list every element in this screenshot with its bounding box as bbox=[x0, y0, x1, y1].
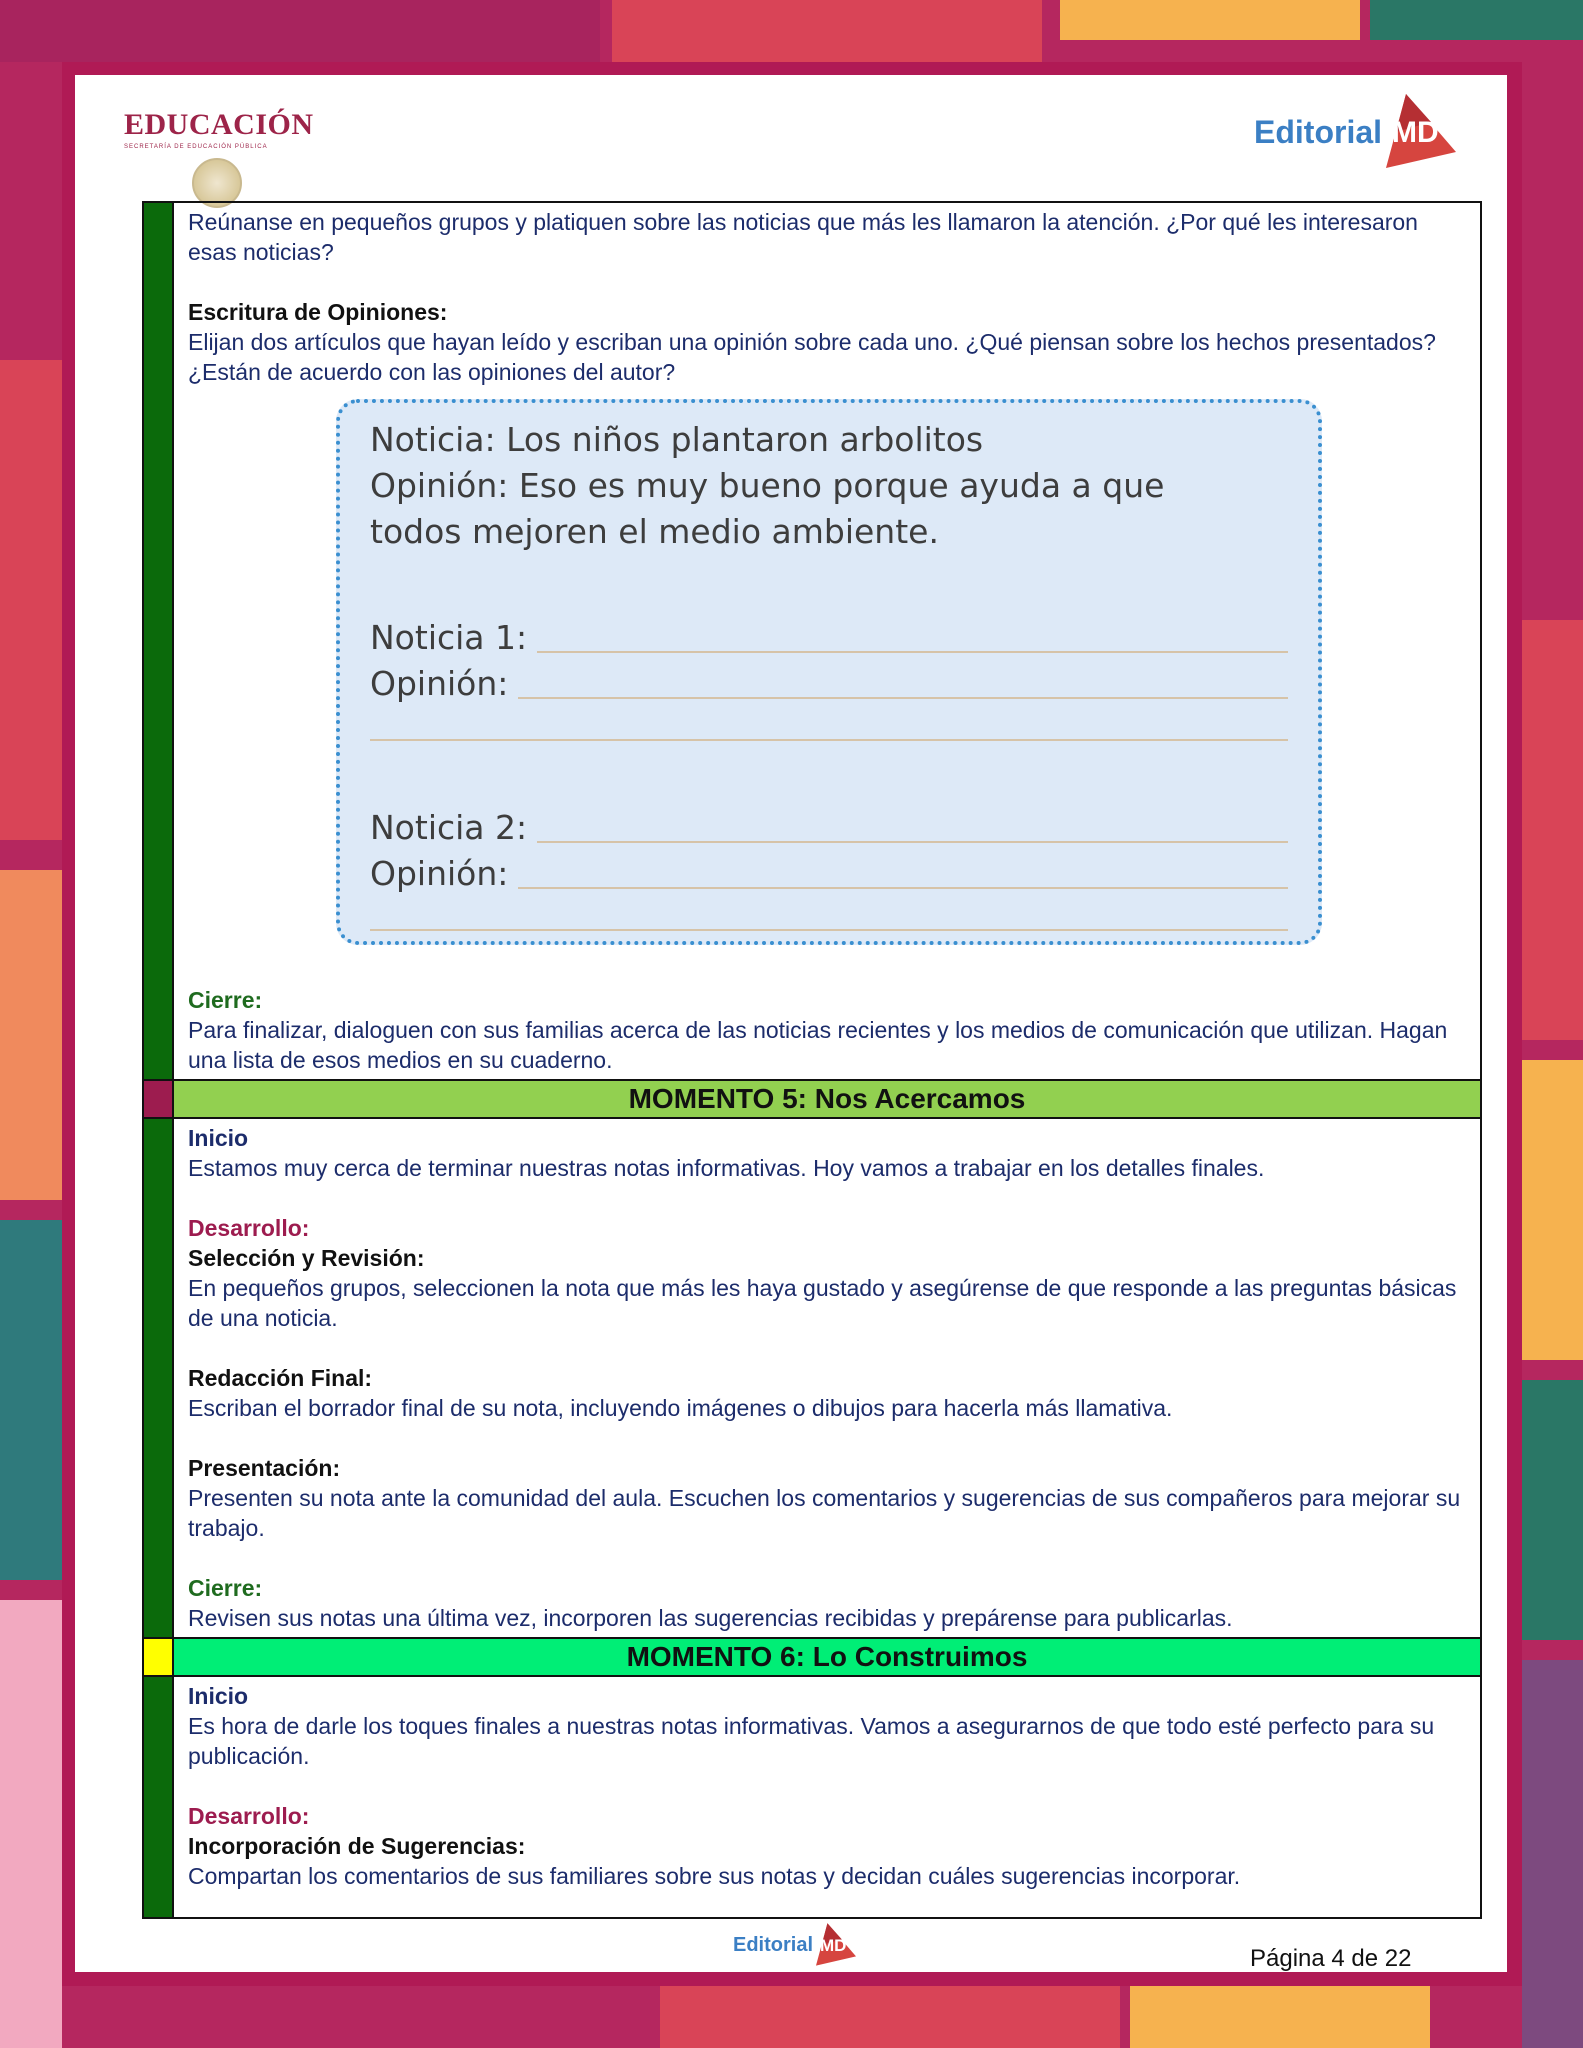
editorial-md-logo bbox=[1254, 92, 1456, 172]
opinion-1-extra-line bbox=[370, 699, 1288, 741]
editorial-word: Editorial bbox=[1254, 113, 1383, 150]
footer-md-mark-icon: MD bbox=[816, 1922, 856, 1968]
cierre-label: Cierre: bbox=[188, 1575, 263, 1601]
md-mark-icon: MD bbox=[1386, 92, 1456, 172]
momento-6-title: MOMENTO 6: Lo Construimos bbox=[626, 1641, 1028, 1672]
desarrollo-label: Desarrollo: bbox=[188, 1803, 310, 1829]
noticia-2-label: Noticia 2: bbox=[370, 808, 528, 847]
bg-block bbox=[0, 1600, 62, 2048]
momento-5-square bbox=[144, 1081, 174, 1117]
momento-5-header bbox=[144, 1079, 1480, 1119]
educacion-subtitle: SECRETARÍA DE EDUCACIÓN PÚBLICA bbox=[124, 144, 268, 150]
noticia-1-label: Noticia 1: bbox=[370, 618, 528, 657]
opinion-1-line bbox=[518, 667, 1288, 699]
example-line-1: Noticia: Los niños plantaron arbolitos bbox=[370, 420, 984, 459]
redaccion-label: Redacción Final: bbox=[188, 1365, 373, 1391]
momento-6-body bbox=[144, 1677, 1480, 1917]
opinion-2-extra-line bbox=[370, 889, 1288, 931]
bg-block bbox=[0, 1220, 62, 1580]
inicio-label: Inicio bbox=[188, 1125, 249, 1151]
escritura-text: Elijan dos artículos que hayan leído y escriban una opinión sobre cada uno. ¿Qué piensan sobre los hechos presentados? ¿Están de acuerdo con las opiniones del autor? bbox=[188, 329, 1436, 385]
opinion-1-label: Opinión: bbox=[370, 664, 509, 703]
incorporacion-label: Incorporación de Sugerencias: bbox=[188, 1833, 526, 1859]
bg-block bbox=[1370, 0, 1583, 40]
incorporacion-text: Compartan los comentarios de sus familiares sobre sus notas y decidan cuáles sugerencias incorporar. bbox=[188, 1863, 1241, 1889]
momento-6-header bbox=[144, 1637, 1480, 1677]
bg-block bbox=[1522, 620, 1583, 1040]
bg-block bbox=[0, 0, 600, 62]
presentacion-label: Presentación: bbox=[188, 1455, 341, 1481]
section-a bbox=[144, 203, 1480, 1079]
bg-block bbox=[612, 0, 1042, 62]
page-number: Página 4 de 22 bbox=[1250, 1945, 1412, 1972]
bg-block bbox=[0, 870, 62, 1200]
escritura-label: Escritura de Opiniones: bbox=[188, 299, 448, 325]
inicio-text: Es hora de darle los toques finales a nuestras notas informativas. Vamos a asegurarnos de que todo esté perfecto para su publicación. bbox=[188, 1713, 1435, 1769]
momento-5-title: MOMENTO 5: Nos Acercamos bbox=[628, 1083, 1026, 1114]
momento-6-square bbox=[144, 1639, 174, 1675]
educacion-title: EDUCACIÓN bbox=[124, 108, 314, 141]
lesson-table bbox=[142, 201, 1482, 1919]
momento-5-body bbox=[144, 1119, 1480, 1637]
educacion-logo bbox=[124, 108, 314, 208]
noticia-1-line bbox=[537, 621, 1288, 653]
cierre-text: Revisen sus notas una última vez, incorporen las sugerencias recibidas y prepárense para publicarlas. bbox=[188, 1605, 1233, 1631]
bg-block bbox=[0, 360, 62, 840]
bg-block bbox=[1522, 1060, 1583, 1360]
section-bar bbox=[144, 1119, 174, 1637]
bg-block bbox=[1060, 0, 1360, 40]
bg-block bbox=[1522, 1380, 1583, 1640]
example-line-3: todos mejoren el medio ambiente. bbox=[370, 512, 939, 551]
section-bar bbox=[144, 1677, 174, 1917]
presentacion-text: Presenten su nota ante la comunidad del aula. Escuchen los comentarios y sugerencias de sus compañeros para mejorar su trabajo. bbox=[188, 1485, 1461, 1541]
redaccion-text: Escriban el borrador final de su nota, incluyendo imágenes o dibujos para hacerla más llamativa. bbox=[188, 1395, 1173, 1421]
bg-block bbox=[1522, 1660, 1583, 2048]
noticia-2-line bbox=[537, 811, 1288, 843]
footer-editorial-word: Editorial bbox=[733, 1933, 814, 1956]
inicio-text: Estamos muy cerca de terminar nuestras notas informativas. Hoy vamos a trabajar en los detalles finales. bbox=[188, 1155, 1265, 1181]
opinion-worksheet bbox=[336, 399, 1322, 945]
example-line-2: Opinión: Eso es muy bueno porque ayuda a que bbox=[370, 466, 1165, 505]
seleccion-label: Selección y Revisión: bbox=[188, 1245, 425, 1271]
bg-block bbox=[660, 1986, 1120, 2048]
opinion-2-label: Opinión: bbox=[370, 854, 509, 893]
seleccion-text: En pequeños grupos, seleccionen la nota que más les haya gustado y asegúrense de que responde a las preguntas básicas de una noticia. bbox=[188, 1275, 1457, 1331]
cierre-text: Para finalizar, dialoguen con sus familias acerca de las noticias recientes y los medios de comunicación que utilizan. Hagan una lista de esos medios en su cuaderno. bbox=[188, 1017, 1448, 1073]
section-bar bbox=[144, 203, 174, 1079]
opinion-2-line bbox=[518, 857, 1288, 889]
intro-paragraph: Reúnanse en pequeños grupos y platiquen sobre las noticias que más les llamaron la atención. ¿Por qué les interesaron esas noticias? bbox=[188, 209, 1418, 265]
inicio-label: Inicio bbox=[188, 1683, 249, 1709]
footer-editorial-logo bbox=[733, 1922, 856, 1968]
cierre-label: Cierre: bbox=[188, 987, 263, 1013]
bg-block bbox=[1130, 1986, 1430, 2048]
desarrollo-label: Desarrollo: bbox=[188, 1215, 310, 1241]
